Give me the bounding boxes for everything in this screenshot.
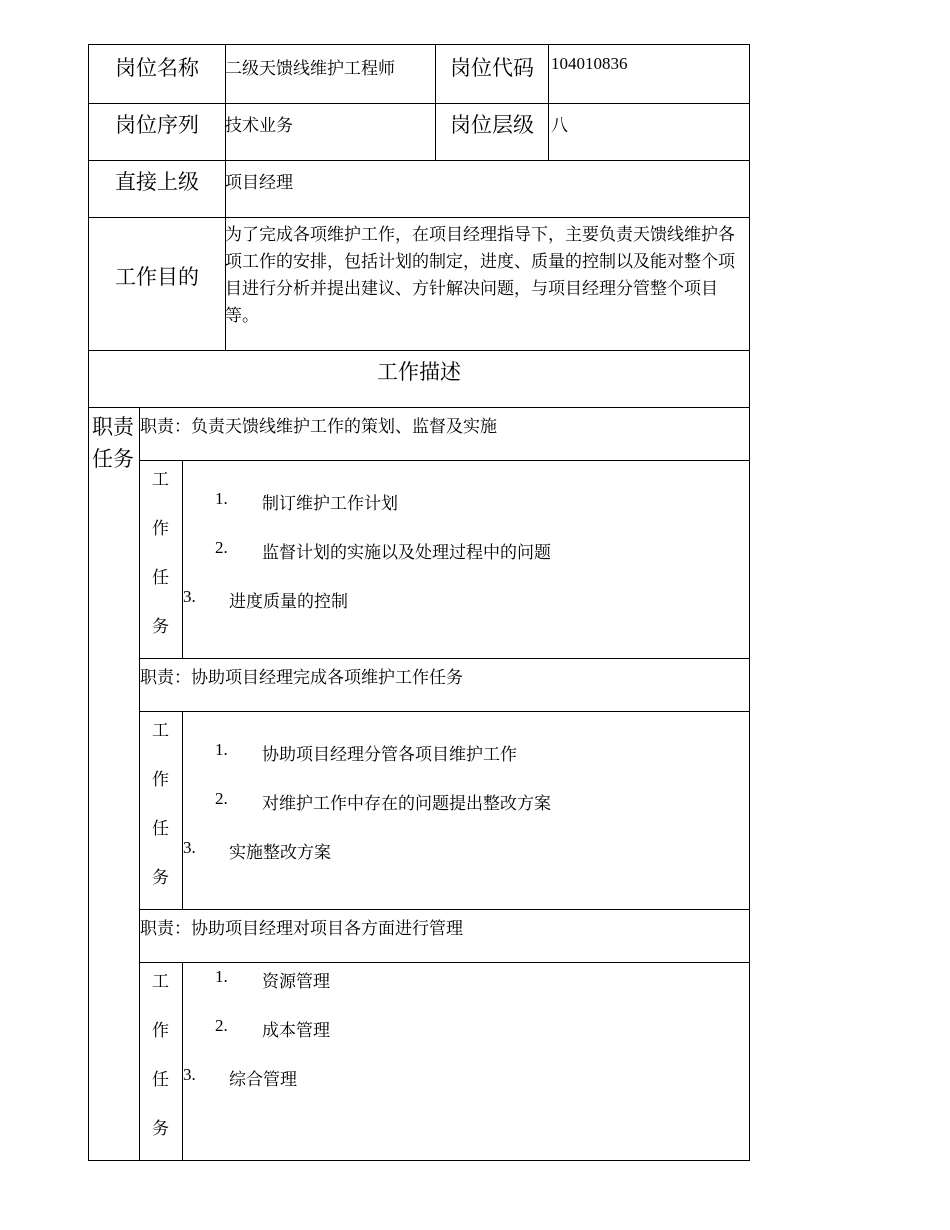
- row-divider: [139, 711, 750, 712]
- task-text: 协助项目经理分管各项目维护工作: [262, 745, 517, 764]
- duty-title: 职责：负责天馈线维护工作的策划、监督及实施: [140, 417, 497, 436]
- row-divider: [88, 103, 750, 104]
- task-text: 对维护工作中存在的问题提出整改方案: [262, 794, 551, 813]
- purpose-label: 工作目的: [115, 265, 199, 289]
- task-text: 综合管理: [229, 1070, 297, 1089]
- position-code-value: 104010836: [551, 54, 628, 73]
- task-label-char: 任: [152, 568, 169, 587]
- position-code-label: 岗位代码: [450, 56, 534, 80]
- task-label-char: 务: [152, 1119, 169, 1138]
- column-divider: [182, 460, 183, 658]
- tasks-label: 任务: [92, 447, 134, 471]
- task-text: 监督计划的实施以及处理过程中的问题: [262, 543, 551, 562]
- column-divider: [435, 44, 436, 160]
- row-divider: [139, 460, 750, 461]
- task-number: 1.: [215, 489, 228, 508]
- duties-label: 职责: [92, 415, 134, 439]
- row-divider: [139, 962, 750, 963]
- task-number: 3.: [183, 587, 196, 606]
- task-label-char: 作: [152, 770, 169, 789]
- column-divider: [182, 711, 183, 909]
- position-level-label: 岗位层级: [450, 113, 534, 137]
- task-label-char: 工: [152, 972, 169, 991]
- task-number: 3.: [183, 838, 196, 857]
- column-divider: [182, 962, 183, 1161]
- supervisor-label: 直接上级: [115, 170, 199, 194]
- duty-title: 职责：协助项目经理完成各项维护工作任务: [140, 668, 463, 687]
- row-divider: [139, 658, 750, 659]
- task-text: 资源管理: [262, 972, 330, 991]
- row-divider: [88, 350, 750, 351]
- task-number: 2.: [215, 1016, 228, 1035]
- task-label-char: 作: [152, 1021, 169, 1040]
- task-number: 3.: [183, 1065, 196, 1084]
- row-divider: [88, 217, 750, 218]
- task-label-char: 任: [152, 819, 169, 838]
- position-name-value: 二级天馈线维护工程师: [225, 59, 395, 78]
- row-divider: [88, 407, 750, 408]
- task-number: 1.: [215, 740, 228, 759]
- task-label-char: 任: [152, 1070, 169, 1089]
- task-text: 制订维护工作计划: [262, 494, 398, 513]
- task-number: 1.: [215, 967, 228, 986]
- position-level-value: 八: [551, 116, 568, 135]
- section-title: 工作描述: [377, 360, 461, 384]
- position-series-value: 技术业务: [225, 116, 293, 135]
- task-label-char: 工: [152, 721, 169, 740]
- task-text: 实施整改方案: [229, 843, 331, 862]
- purpose-text: 为了完成各项维护工作，在项目经理指导下，主要负责天馈线维护各项工作的安排，包括计划的制定，进度、质量的控制以及能对整个项目进行分析并提出建议、方针解决问题，与项目经理分管整个项目等。: [225, 225, 735, 325]
- row-divider: [88, 160, 750, 161]
- task-label-char: 工: [152, 470, 169, 489]
- task-number: 2.: [215, 538, 228, 557]
- task-text: 成本管理: [262, 1021, 330, 1040]
- row-divider: [139, 909, 750, 910]
- position-series-label: 岗位序列: [115, 113, 199, 137]
- position-name-label: 岗位名称: [115, 56, 199, 80]
- task-text: 进度质量的控制: [229, 592, 348, 611]
- task-label-char: 作: [152, 519, 169, 538]
- column-divider: [139, 407, 140, 1161]
- task-label-char: 务: [152, 617, 169, 636]
- supervisor-value: 项目经理: [225, 173, 293, 192]
- duty-title: 职责：协助项目经理对项目各方面进行管理: [140, 919, 463, 938]
- task-label-char: 务: [152, 868, 169, 887]
- column-divider: [548, 44, 549, 160]
- task-number: 2.: [215, 789, 228, 808]
